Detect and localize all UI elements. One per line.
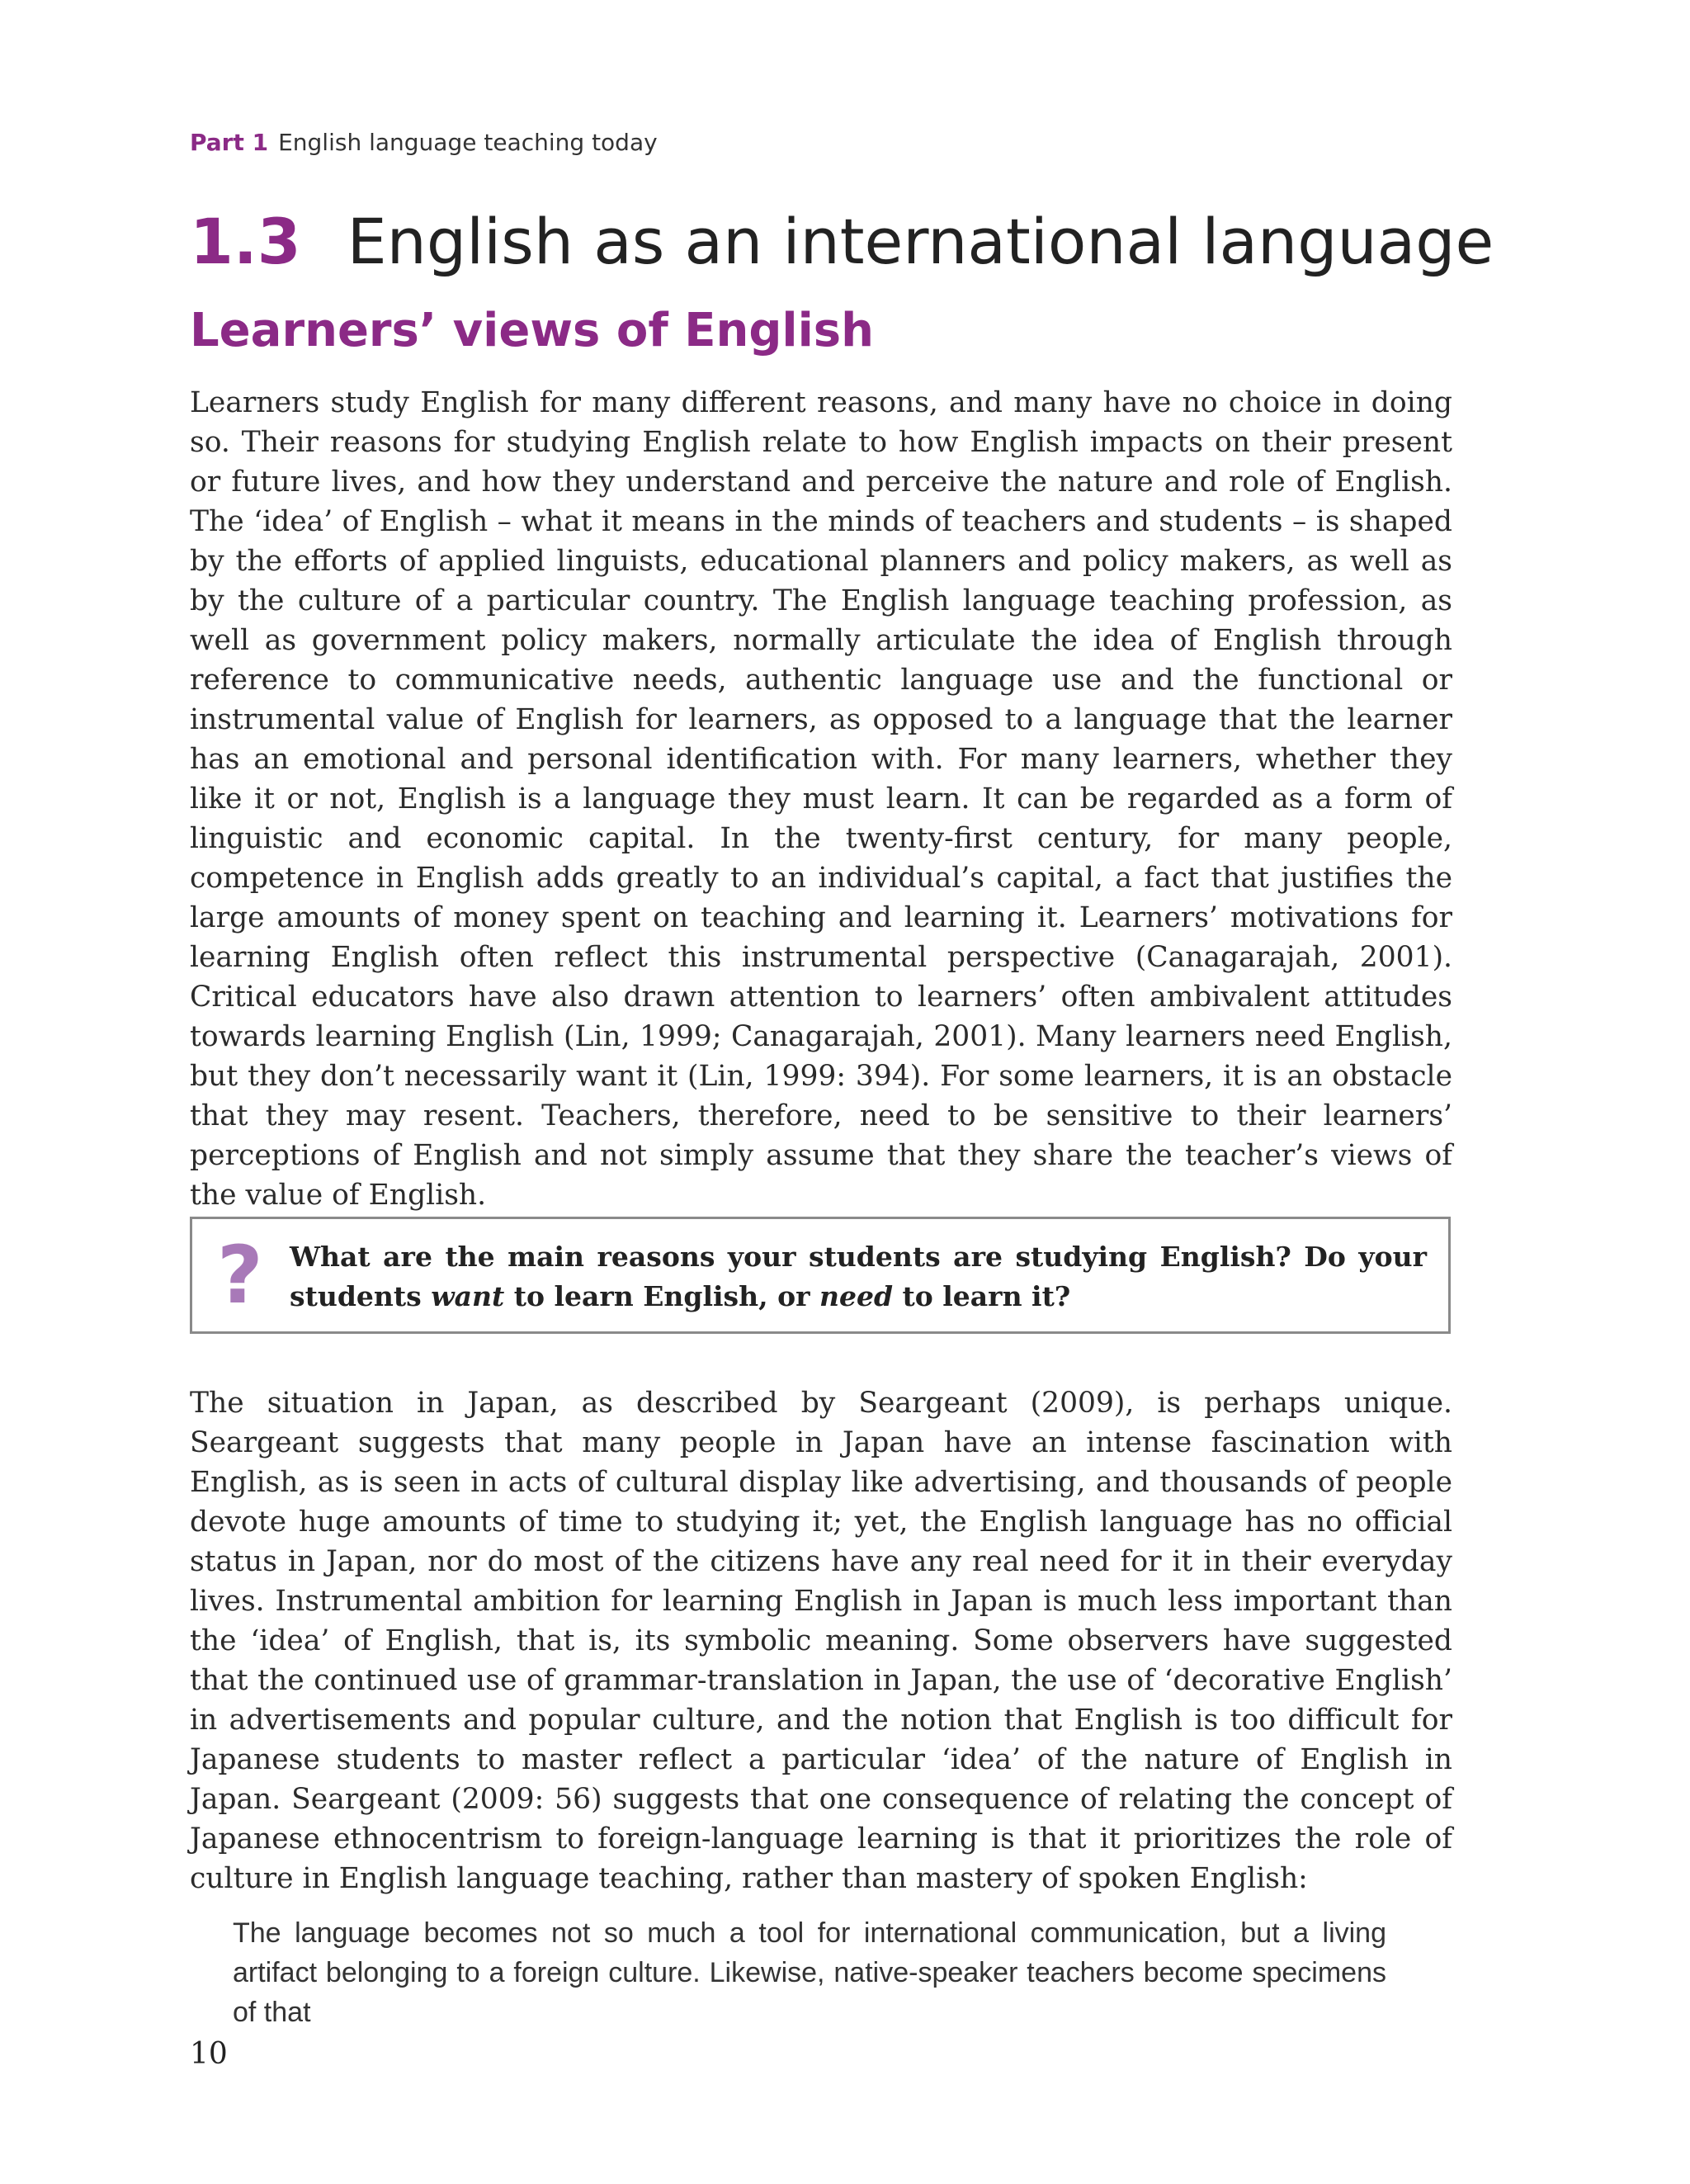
running-head-part: Part 1 [190, 129, 269, 156]
running-head-title: English language teaching today [278, 129, 658, 156]
chapter-title: English as an international language [347, 205, 1494, 278]
question-emphasis-need: need [819, 1280, 894, 1312]
running-head [190, 129, 658, 156]
reflection-question-text [290, 1237, 1427, 1317]
reflection-question-box [190, 1217, 1451, 1334]
chapter-number: 1.3 [190, 205, 301, 278]
section-heading: Learners’ views of English [190, 304, 875, 357]
question-emphasis-want: want [431, 1280, 505, 1312]
question-text-part-1: What are the main reasons your students are studying English? Do your students [290, 1241, 1427, 1312]
body-paragraph-2: The situation in Japan, as described by Seargeant (2009), is perhaps unique. Seargeant suggests that many people in Japan have an intense fascination with English, as is seen in acts of cultural display like advertising, and thousands of people devote huge amounts of time to studying it; yet, the English language has no official status in Japan, nor do most of the citizens have any real need for it in their everyday lives. Instrumental ambition for learning English in Japan is much less important than the ‘idea’ of English, that is, its symbolic meaning. Some observers have suggested that the continued use of grammar-translation in Japan, the use of ‘decorative English’ in advertisements and popular culture, and the notion that English is too difficult for Japanese students to master reflect a particular ‘idea’ of the nature of English in Japan. Seargeant (2009: 56) suggests that one consequence of relating the concept of Japanese ethnocentrism to foreign-language learning is that it prioritizes the role of culture in English language teaching, rather than mastery of spoken English: [190, 1387, 1452, 1895]
question-text-part-3: to learn it? [893, 1280, 1071, 1312]
question-mark-icon: ? [217, 1229, 263, 1321]
chapter-heading [190, 205, 1494, 278]
page-number: 10 [190, 2037, 228, 2071]
question-text-part-2: to learn English, or [504, 1280, 819, 1312]
block-quote: The language becomes not so much a tool for international communication, but a living artifact belonging to a foreign culture. Likewise, native-speaker teachers become specimens of that [233, 1917, 1386, 2028]
body-paragraph-1: Learners study English for many different reasons, and many have no choice in doing so. Their reasons for studying English relate to how English impacts on their present or future lives, and how they understand and perceive the nature and role of English. The ‘idea’ of English – what it means in the minds of teachers and students – is shaped by the efforts of applied linguists, educational planners and policy makers, as well as by the culture of a particular country. The English language teaching profession, as well as government policy makers, normally articulate the idea of English through reference to communicative needs, authentic language use and the functional or instrumental value of English for learners, as opposed to a language that the learner has an emotional and personal identification with. For many learners, whether they like it or not, English is a language they must learn. It can be regarded as a form of linguistic and economic capital. In the twenty-first century, for many people, competence in English adds greatly to an individual’s capital, a fact that justifies the large amounts of money spent on teaching and learning it. Learners’ motivations for learning English often reflect this instrumental perspective (Canagarajah, 2001). Critical educators have also drawn attention to learners’ often ambivalent attitudes towards learning English (Lin, 1999; Canagarajah, 2001). Many learners need English, but they don’t necessarily want it (Lin, 1999: 394). For some learners, it is an obstacle that they may resent. Teachers, therefore, need to be sensitive to their learners’ perceptions of English and not simply assume that they share the teacher’s views of the value of English. [190, 386, 1452, 1212]
